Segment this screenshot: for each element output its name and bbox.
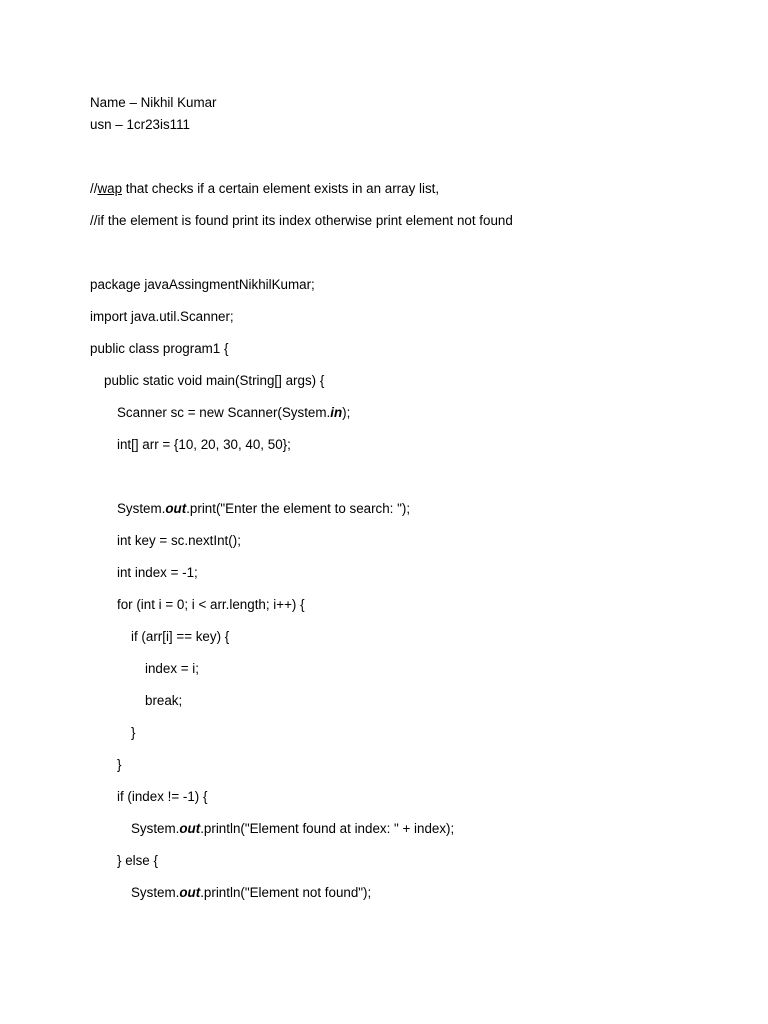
code-assign-line: index = i;	[145, 661, 199, 676]
code-close-for: }	[117, 757, 122, 772]
notfound-out-field: out	[179, 885, 201, 900]
code-index-line: int index = -1;	[117, 565, 198, 580]
comment-wap-word: wap	[97, 181, 123, 196]
scanner-in-field: in	[330, 405, 343, 420]
scanner-suffix: );	[342, 405, 351, 420]
code-for-line: for (int i = 0; i < arr.length; i++) {	[117, 597, 305, 612]
student-name-line: Name – Nikhil Kumar	[90, 95, 217, 110]
found-out-field: out	[179, 821, 201, 836]
code-scanner-line	[117, 404, 350, 422]
code-found-print-line	[131, 820, 454, 838]
student-usn-line: usn – 1cr23is111	[90, 117, 190, 132]
code-class-line: public class program1 {	[90, 341, 229, 356]
code-if-found-line: if (index != -1) {	[117, 789, 208, 804]
code-if-line: if (arr[i] == key) {	[131, 629, 230, 644]
notfound-prefix: System.	[131, 885, 180, 900]
print-out-field: out	[165, 501, 187, 516]
comment-line-1-rest: that checks if a certain element exists in an array list,	[122, 181, 440, 196]
scanner-prefix: Scanner sc = new Scanner(System.	[117, 405, 331, 420]
code-package-line: package javaAssingmentNikhilKumar;	[90, 277, 315, 292]
found-prefix: System.	[131, 821, 180, 836]
code-key-line: int key = sc.nextInt();	[117, 533, 241, 548]
code-else-line: } else {	[117, 853, 158, 868]
comment-line-1	[90, 180, 439, 198]
code-notfound-print-line	[131, 884, 371, 902]
code-import-line: import java.util.Scanner;	[90, 309, 234, 324]
comment-slashes: //	[90, 181, 98, 196]
code-close-if: }	[131, 725, 136, 740]
print-prefix: System.	[117, 501, 166, 516]
print-suffix: .print("Enter the element to search: ");	[186, 501, 411, 516]
code-main-line: public static void main(String[] args) {	[104, 373, 325, 388]
comment-line-2: //if the element is found print its index otherwise print element not found	[90, 213, 513, 228]
found-suffix: .println("Element found at index: " + index);	[200, 821, 455, 836]
notfound-suffix: .println("Element not found");	[200, 885, 372, 900]
code-break-line: break;	[145, 693, 183, 708]
code-print-line	[117, 500, 410, 518]
code-array-line: int[] arr = {10, 20, 30, 40, 50};	[117, 437, 291, 452]
